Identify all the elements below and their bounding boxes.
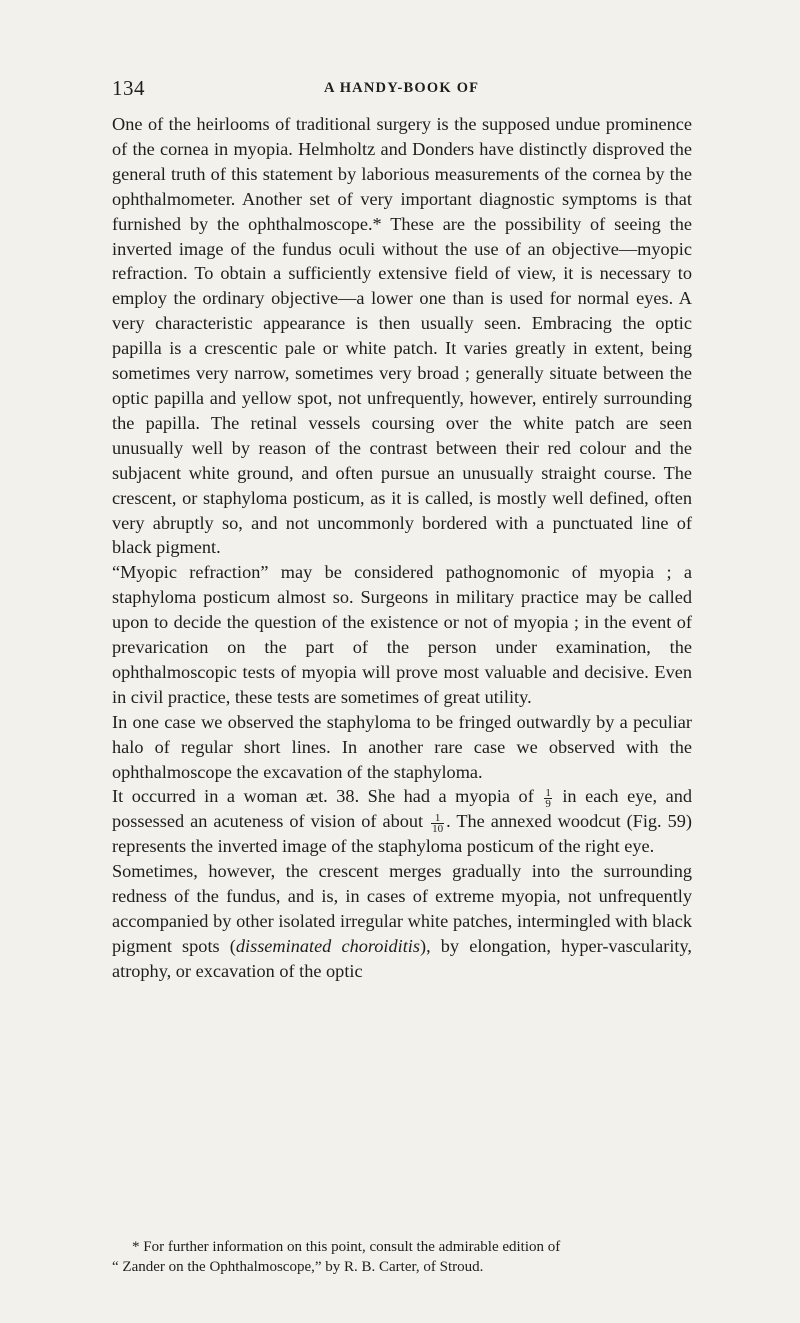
fraction-myopia-numerator: 1 [545,786,551,799]
case-text-1: It occurred in a woman æt. 38. She had a myopia of [112,786,534,807]
last-text-2: ), by elongation, hyper-vascularity, atrophy, or excavation of the optic [112,935,693,981]
fraction-myopia-denominator: 9 [545,797,551,810]
paragraph-1: One of the heirlooms of traditional surgery is the supposed undue prominence of the cornea in myopia. Helmholtz and Donders have distinctly disproved the general truth of this statement by laborious measurements of the cornea by the ophthalmometer. Another set of very important diagnostic symptoms is that furnished by the ophthalmoscope.* These are the possibility of seeing the inverted image of the fundus oculi without the use of an objective—myopic refraction. To obtain a sufficiently extensive field of view, it is necessary to employ the ordinary objective—a lower one than is used for normal eyes. A very characteristic appearance is then usually seen. Embracing the optic papilla is a crescentic pale or white patch. It varies greatly in extent, being sometimes very narrow, sometimes very broad ; generally situate between the optic papilla and yellow spot, not unfrequently, however, entirely surrounding the papilla. The retinal vessels coursing over the white patch are seen unusually well by reason of the contrast between their red colour and the subjacent white ground, and often pursue an unusually straight course. The crescent, or staphyloma posticum, as it is called, is mostly well defined, often very abruptly so, and not uncommonly bordered with a punctuated line of black pigment. [112,114,692,558]
body-text [112,112,692,984]
running-head: A HANDY-BOOK OF [324,80,480,96]
paragraph-5 [112,859,692,984]
paragraph-3: In one case we observed the staphyloma to be fringed outwardly by a peculiar halo of regular short lines. In another rare case we observed with the ophthalmoscope the excavation of the staphyloma. [112,711,692,782]
fraction-myopia [544,788,552,809]
footnote [112,1237,692,1277]
paragraph-4 [112,784,692,859]
italic-term: disseminated choroiditis [235,935,420,956]
fraction-acuteness-numerator: 1 [431,813,444,824]
last-text-1: Sometimes, however, the crescent merges gradually into the surrounding redness of the fundus, and is, in cases of extreme myopia, not unfrequently accompanied by other isolated irregular white patches, intermingled with black pigment spots ( [112,861,692,956]
paragraph-2: “Myopic refraction” may be considered pathognomonic of myopia ; a staphyloma posticum almost so. Surgeons in military practice may be called upon to decide the question of the existence or not of myopia ; in the event of prevarication on the part of the person under examination, the ophthalmoscopic tests of myopia will prove most valuable and decisive. Even in civil practice, these tests are sometimes of great utility. [112,562,692,707]
case-text-3: . The annexed woodcut (Fig. 59) represents the inverted image of the staphyloma posticum of the right eye. [112,811,692,857]
footnote-line-2: “ Zander on the Ophthalmoscope,” by R. B. Carter, of Stroud. [112,1259,484,1275]
fraction-acuteness [431,813,444,834]
case-text-2: in each eye, and possessed an acuteness of vision of about [112,786,692,832]
fraction-acuteness-denominator: 10 [432,822,444,835]
footnote-line-1: * For further information on this point, consult the admirable edition of [132,1239,561,1255]
page-header [112,76,712,100]
page-number: 134 [112,76,145,100]
